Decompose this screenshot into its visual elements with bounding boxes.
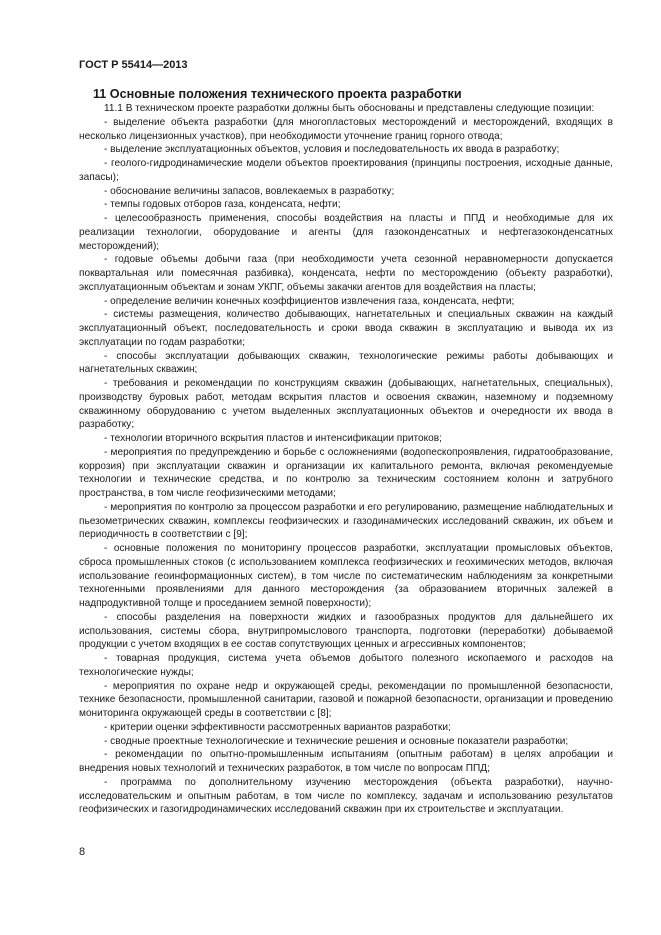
list-item: - выделение объекта разработки (для многопластовых месторождений и месторождений, входящих в несколько лицензионных участков), при необходимости уточнение границ горного отвода;	[79, 116, 613, 142]
list-item: - темпы годовых отборов газа, конденсата, нефти;	[104, 199, 341, 211]
list-item: - обоснование величины запасов, вовлекаемых в разработку;	[104, 185, 395, 197]
list-item: - способы эксплуатации добывающих скважин, технологические режимы работы добывающих и нагнетательных скважин;	[79, 350, 613, 376]
intro-paragraph: 11.1 В техническом проекте разработки должны быть обоснованы и представлены следующие позиции:	[104, 103, 595, 114]
list-item: - системы размещения, количество добывающих, нагнетательных и специальных скважин на каждый эксплуатационный объект, последовательность и сроки ввода скважин в эксплуатацию и вывода их из эксплуатации по годам разработки;	[79, 309, 613, 348]
page-content	[79, 86, 613, 817]
list-item: - мероприятия по предупреждению и борьбе с осложнениями (водопескопроявления, гидратообразование, коррозия) при эксплуатации скважин и организации их капитального ремонта, включая рекомендуемые технологии и технические средства, и по контролю за техническим состоянием колонн и затрубного пространства, в том числе геофизическими методами;	[79, 446, 613, 499]
list-item: - мероприятия по контролю за процессом разработки и его регулированию, размещение наблюдательных и пьезометрических скважин, комплексы геофизических и газодинамических исследований скважин, их объем и периодичность в соответствии с [9];	[79, 501, 613, 541]
list-item: - основные положения по мониторингу процессов разработки, эксплуатации промысловых объектов, сброса промышленных стоков (с использованием комплекса геофизических и геохимических методов, включая использование геоинформационных систем), в том числе по систематическим наблюдениям за конкретными техногенными проявлениями для данного месторождения (за образованием вторичных залежей в надпродуктивной толще и проседанием земной поверхности);	[79, 543, 613, 609]
list-item: - технологии вторичного вскрытия пластов и интенсификации притоков;	[104, 433, 442, 444]
list-item: - рекомендации по опытно-промышленным испытаниям (опытным работам) в целях апробации и внедрения новых технологий и технических разработок, в том числе по вопросам ППД;	[79, 749, 613, 774]
list-item: - требования и рекомендации по конструкциям скважин (добывающих, нагнетательных, специальных), производству буровых работ, методам вскрытия пластов и освоения скважин, наземному и подземному скважинному оборудованию с учетом выделенных эксплуатационных объектов и очередности их ввода в разработку;	[79, 378, 613, 431]
list-item: - годовые объемы добычи газа (при необходимости учета сезонной неравномерности допускается поквартальная или помесячная разбивка), конденсата, нефти по месторождению (объекту разработки), эксплуатационным объектам и зонам УКПГ, объемы закачки агентов для воздействия на пласты;	[79, 254, 613, 293]
list-item: - геолого-гидродинамические модели объектов проектирования (принципы построения, исходные данные, запасы);	[79, 158, 613, 183]
list-item: - программа по дополнительному изучению месторождения (объекта разработки), научно-исследовательским и опытным работам, в том числе по комплексу, задачам и использованию результатов геофизических и газогидродинамических исследований скважин при их строительстве и эксплуатации.	[79, 776, 613, 816]
list-item: - способы разделения на поверхности жидких и газообразных продуктов для дальнейшего их использования, системы сбора, внутрипромыслового транспорта, подготовки (переработки) добываемой продукции с учетом входящих в ее состав сопутствующих ценных и агрессивных компонентов;	[79, 611, 613, 651]
document-code: ГОСТ Р 55414—2013	[79, 59, 188, 71]
list-item: - мероприятия по охране недр и окружающей среды, рекомендации по промышленной безопасности, технике безопасности, промышленной санитарии, газовой и пожарной безопасности, организации и проведению мониторинга окружающей среды в соответствии с [8];	[79, 680, 613, 719]
list-item: - выделение эксплуатационных объектов, условия и последовательность их ввода в разработку;	[104, 144, 560, 156]
list-item: - целесообразность применения, способы воздействия на пласты и ППД и необходимые для их реализации технологии, оборудование и агенты (для газоконденсатных и нефтегазоконденсатных месторождений);	[79, 213, 613, 252]
list-item: - сводные проектные технологические и технические решения и основные показатели разработки;	[104, 735, 569, 747]
list-item: - критерии оценки эффективности рассмотренных вариантов разработки;	[104, 721, 451, 733]
list-item: - товарная продукция, система учета объемов добытого полезного ископаемого и расходов на технологические нужды;	[79, 653, 613, 678]
position-list	[79, 116, 613, 817]
section-title: 11 Основные положения технического проекта разработки	[93, 87, 462, 101]
page-number: 8	[79, 846, 86, 858]
list-item: - определение величин конечных коэффициентов извлечения газа, конденсата, нефти;	[104, 295, 515, 307]
